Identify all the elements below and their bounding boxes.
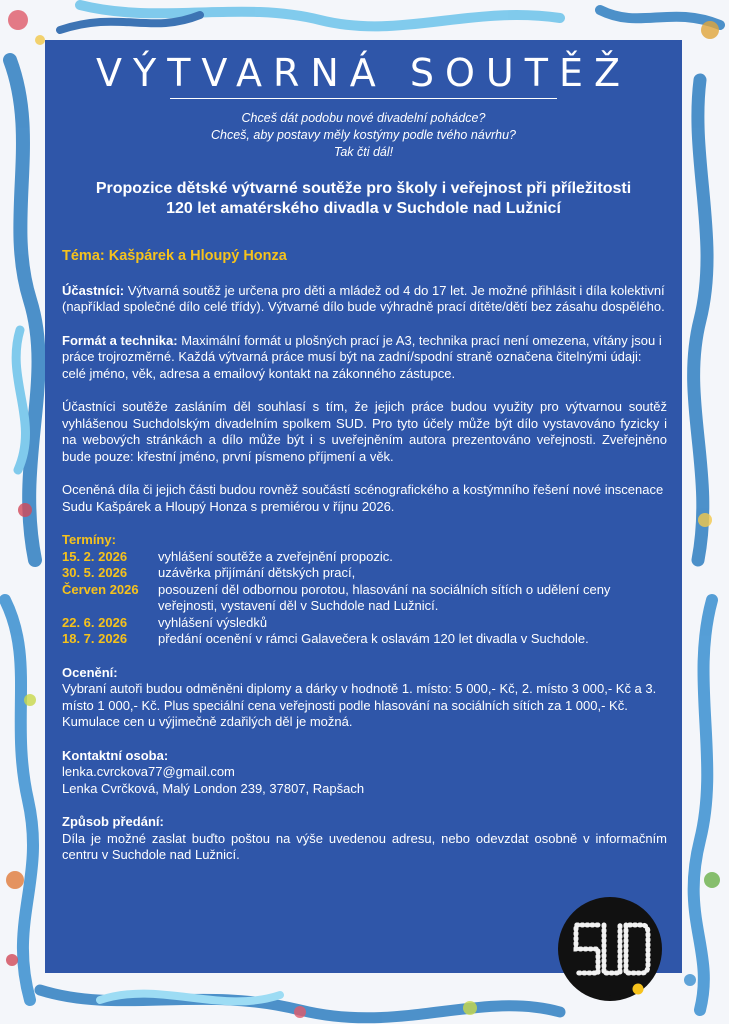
title-underline [170, 98, 557, 99]
consent-text: Účastníci soutěže zasláním děl souhlasí s tím, že jejich práce budou využity pro výtvarnou soutěž vyhlášenou Suchdolským divadelním spolkem SUD. Pro tyto účely může být dílo vystavováno fyzicky i na webových stránkách a dílo může být i s uveřejněním autora prezentováno veřejnosti. Zveřejněno bude pouze: křestní jméno, první písmeno příjmení a věk. [62, 399, 667, 464]
format-text: Maximální formát u plošných prací je A3, technika prací není omezena, vítány jsou i práce trojrozměrné. Každá výtvarná práce musí být na zadní/spodní straně označena čitelnými údaji: celé jméno, věk, adresa a emailový kontakt na zákonného zástupce. [62, 332, 662, 381]
contact-section [62, 748, 667, 798]
logo-dot [633, 984, 644, 995]
delivery-label: Způsob předání: [62, 814, 164, 829]
deadline-row [62, 582, 667, 615]
format-section [62, 333, 667, 383]
page-title: VÝTVARNÁ SOUTĚŽ [96, 51, 631, 95]
deadline-row [62, 565, 667, 582]
content-body [62, 248, 667, 864]
participants-text: Výtvarná soutěž je určena pro děti a mládež od 4 do 17 let. Je možné přihlásit i díla kolektivní (například společné dílo celé třídy). Výtvarné dílo bude výhradně prací dítěte/dětí bez zásahu dospělého. [62, 282, 665, 314]
intro-line: Chceš, aby postavy měly kostýmy podle tvého návrhu? [210, 128, 516, 142]
contact-email[interactable]: lenka.cvrckova77@gmail.com [62, 764, 235, 779]
deadline-row [62, 549, 667, 566]
deadline-row [62, 615, 667, 632]
deadline-row [62, 631, 667, 648]
contact-label: Kontaktní osoba: [62, 747, 169, 763]
intro-text [45, 110, 682, 161]
deadline-date: 18. 7. 2026 [62, 631, 128, 646]
theme: Téma: Kašpárek a Hloupý Honza [62, 248, 287, 264]
awards-label: Ocenění: [62, 664, 118, 680]
awards-section [62, 665, 667, 731]
awarded-works-text: Oceněná díla či jejich části budou rovněž součástí scénografického a kostýmního řešení nové inscenace Sudu Kašpárek a Hloupý Honza s premiérou v říjnu 2026. [62, 482, 664, 514]
content-panel [45, 40, 682, 973]
deadline-date: 15. 2. 2026 [62, 548, 128, 564]
deadline-date: Červen 2026 [62, 581, 139, 597]
delivery-section [62, 814, 667, 864]
deadline-date: 30. 5. 2026 [62, 565, 128, 580]
participants-label: Účastníci: [62, 282, 125, 298]
deadline-text: vyhlášení soutěže a zveřejnění propozic. [158, 548, 393, 564]
sud-logo [558, 897, 662, 1001]
format-label: Formát a technika: [62, 332, 178, 348]
deadline-date: 22. 6. 2026 [62, 614, 128, 630]
deadline-text: předání ocenění v rámci Galavečera k oslavám 120 let divadla v Suchdole. [158, 631, 589, 646]
deadlines-section [62, 532, 667, 648]
participants-section [62, 283, 667, 316]
contact-address: Lenka Cvrčková, Malý London 239, 37807, Rapšach [62, 780, 365, 796]
intro-line: Tak čti dál! [333, 145, 394, 159]
deadline-text: vyhlášení výsledků [158, 614, 268, 630]
logo-text: SUD [608, 996, 612, 997]
delivery-text: Díla je možné zaslat buďto poštou na výše uvedenou adresu, nebo odevzdat osobně v informačním centru v Suchdole nad Lužnicí. [62, 830, 667, 862]
deadline-text: uzávěrka přijímání dětských prací, [158, 565, 356, 580]
deadlines-label: Termíny: [62, 532, 116, 547]
intro-line: Chceš dát podobu nové divadelní pohádce? [241, 111, 486, 125]
propositions-heading: Propozice dětské výtvarné soutěže pro školy i veřejnost při příležitosti 120 let amatérského divadla v Suchdole nad Lužnicí [95, 180, 632, 217]
awards-text: Vybraní autoři budou odměněni diplomy a dárky v hodnotě 1. místo: 5 000,- Kč, 2. místo 3 000,- Kč a 3. místo 1 000,- Kč. Plus speciální cena veřejnosti podle hlasování na sociálních sítích za 1 000,- Kč. Kumulace cen u výjimečně zdařilých děl je možná. [62, 681, 657, 729]
deadline-text: posouzení děl odbornou porotou, hlasování na sociálních sítích o udělení ceny veřejnosti, vystavení děl v Suchdole nad Lužnicí. [158, 581, 611, 613]
